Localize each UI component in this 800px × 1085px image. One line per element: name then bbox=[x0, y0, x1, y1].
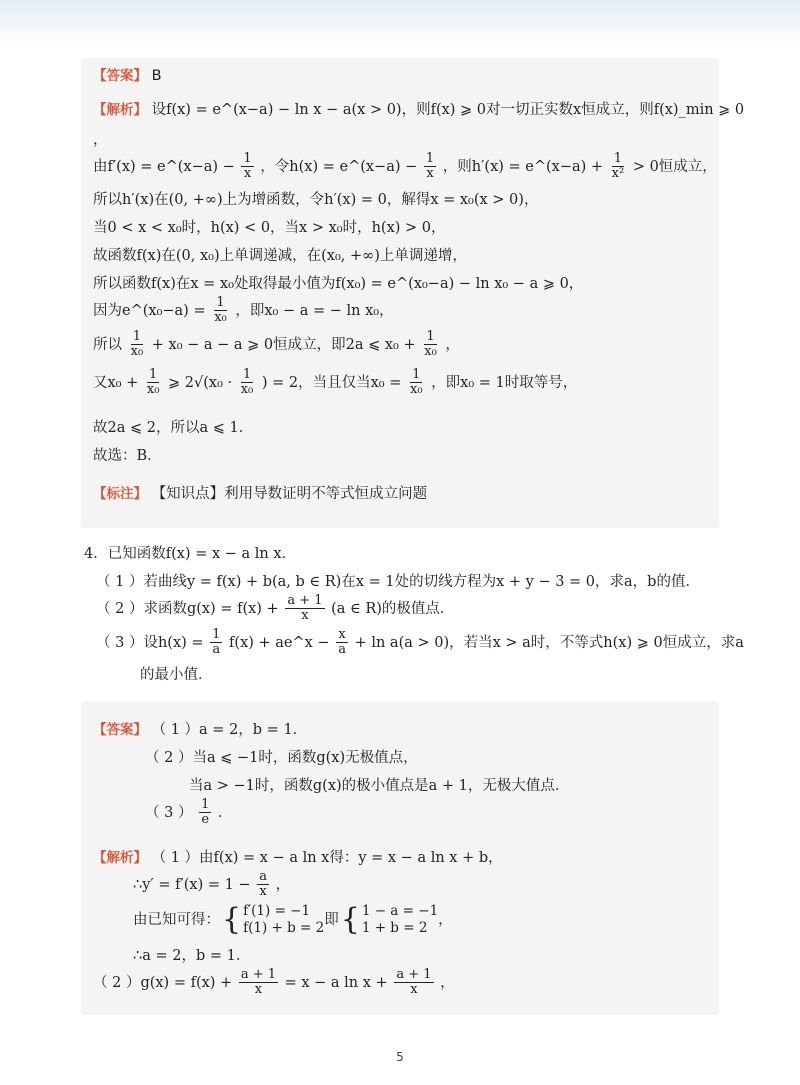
fraction bbox=[257, 870, 269, 900]
analysis-line-7 bbox=[93, 296, 394, 326]
analysis-text: 又x₀ + bbox=[93, 374, 139, 391]
answer-text: ． bbox=[217, 804, 233, 821]
fraction-denominator: x₀ bbox=[240, 382, 254, 398]
question-4-part-2 bbox=[96, 594, 454, 624]
equation-system-2 bbox=[362, 903, 438, 937]
fraction-denominator: x bbox=[426, 166, 434, 182]
fraction-numerator: 1 bbox=[148, 367, 158, 382]
page-number: 5 bbox=[396, 1050, 404, 1064]
analysis-tag: 【解析】 bbox=[93, 102, 147, 118]
fraction-denominator: x₀ bbox=[409, 382, 423, 398]
analysis-line-10 bbox=[93, 420, 253, 437]
fraction bbox=[336, 628, 348, 658]
analysis-text: 所以函数f(x)在x = x₀处取得最小值为f(x₀) = e^(x₀−a) − ln x₀ − a ⩾ 0， bbox=[93, 276, 584, 292]
analysis-text: ) = 2，当且仅当x₀ = bbox=[261, 374, 402, 391]
analysis-text: ，即x₀ − a = − ln x₀， bbox=[235, 302, 394, 319]
fraction bbox=[408, 368, 425, 398]
analysis-text: 设f(x) = e^(x−a) − ln x − a(x > 0)，则f(x) ⩾ 0对一切正实数x恒成立，则f(x)_min ⩾ 0 bbox=[151, 102, 745, 118]
fraction-denominator: x bbox=[301, 608, 309, 624]
question-text: （ 3 ）设h(x) = bbox=[96, 634, 204, 651]
fraction-numerator: a + 1 bbox=[240, 967, 276, 982]
fraction bbox=[285, 594, 324, 624]
fraction bbox=[239, 368, 256, 398]
fraction bbox=[394, 968, 433, 998]
analysis-text: ， bbox=[93, 132, 108, 148]
answer-text: （ 2 ）当a ⩽ −1时，函数g(x)无极值点， bbox=[145, 750, 418, 766]
analysis-text: ，则h′(x) = e^(x−a) + bbox=[442, 158, 604, 175]
fraction-denominator: x² bbox=[611, 166, 625, 182]
analysis-text: 由已知可得： bbox=[133, 911, 220, 928]
analysis-text: + x₀ − a − a ⩾ 0恒成立，即2a ⩽ x₀ + bbox=[151, 336, 416, 353]
fraction-denominator: e bbox=[201, 812, 210, 828]
fraction bbox=[239, 968, 278, 998]
fraction-denominator: x bbox=[243, 166, 252, 182]
fraction-numerator: 1 bbox=[201, 797, 210, 812]
analysis-line-4 bbox=[93, 220, 446, 237]
analysis-line-1 bbox=[93, 102, 744, 119]
answer-row-2 bbox=[145, 750, 418, 767]
fraction-numerator: x bbox=[338, 627, 346, 642]
note-tag: 【标注】 bbox=[93, 486, 147, 502]
fraction-numerator: 1 bbox=[412, 367, 421, 382]
fraction-numerator: 1 bbox=[243, 151, 252, 166]
question-text: (a ∈ R)的极值点． bbox=[331, 600, 455, 617]
analysis-text: （ 1 ）由f(x) = x − a ln x得：y = x − a ln x + b， bbox=[151, 850, 503, 866]
solution-box-4 bbox=[81, 701, 719, 1015]
fraction-denominator: x bbox=[410, 982, 418, 998]
fraction bbox=[610, 152, 627, 182]
analysis-row-3 bbox=[133, 903, 453, 937]
left-brace: { bbox=[340, 901, 360, 937]
fraction-denominator: a bbox=[212, 642, 221, 658]
analysis-line-3 bbox=[93, 192, 538, 209]
analysis-text: （ 2 ）g(x) = f(x) + bbox=[93, 974, 233, 991]
analysis-text: 故2a ⩽ 2，所以a ⩽ 1． bbox=[93, 420, 254, 436]
answer-row-1 bbox=[93, 722, 307, 739]
equation: 1 + b = 2 bbox=[361, 919, 428, 936]
question-4-part-3 bbox=[96, 628, 744, 658]
fraction bbox=[145, 368, 162, 398]
fraction-denominator: a bbox=[338, 642, 346, 658]
answer-text: （ 3 ） bbox=[145, 804, 193, 821]
fraction-denominator: x₀ bbox=[130, 344, 144, 360]
fraction bbox=[210, 628, 222, 658]
analysis-text: ， bbox=[445, 336, 460, 353]
analysis-text: ， bbox=[275, 876, 291, 893]
analysis-text: ∴a = 2，b = 1． bbox=[133, 948, 251, 964]
question-text: （ 1 ）若曲线y = f(x) + b(a, b ∈ R)在x = 1处的切线方程为x + y − 3 = 0，求a，b的值． bbox=[96, 574, 700, 590]
answer-text: 当a > −1时，函数g(x)的极小值点是a + 1，无极大值点． bbox=[189, 778, 570, 794]
fraction bbox=[424, 152, 436, 182]
analysis-line-2 bbox=[93, 152, 717, 182]
fraction-denominator: x bbox=[254, 982, 263, 998]
analysis-text: 当0 < x < x₀时，h(x) < 0，当x > x₀时，h(x) > 0， bbox=[93, 220, 446, 236]
note-row bbox=[93, 486, 427, 503]
fraction-numerator: 1 bbox=[212, 627, 221, 642]
fraction bbox=[199, 798, 211, 828]
question-text: f(x) + ae^x − bbox=[229, 634, 330, 651]
fraction-denominator: x₀ bbox=[214, 310, 227, 326]
question-text: （ 2 ）求函数g(x) = f(x) + bbox=[96, 600, 279, 617]
analysis-text: ⩾ 2√(x₀ · bbox=[168, 374, 233, 391]
equation: f′(1) = −1 bbox=[243, 903, 311, 919]
analysis-text: 由f′(x) = e^(x−a) − bbox=[93, 158, 235, 175]
fraction-numerator: 1 bbox=[613, 151, 623, 166]
fraction-numerator: a + 1 bbox=[287, 593, 323, 608]
question-4-part-3-cont bbox=[140, 667, 213, 684]
question-4-stem bbox=[84, 546, 296, 563]
analysis-row-2 bbox=[133, 870, 290, 900]
analysis-text: 所以 bbox=[93, 336, 122, 353]
analysis-line-1b bbox=[93, 132, 108, 149]
fraction-numerator: 1 bbox=[216, 295, 225, 310]
analysis-line-8 bbox=[93, 330, 460, 360]
fraction-numerator: a bbox=[259, 869, 267, 884]
fraction-denominator: x₀ bbox=[424, 344, 437, 360]
analysis-text: > 0恒成立， bbox=[632, 158, 717, 175]
analysis-line-6 bbox=[93, 276, 583, 293]
analysis-text: 故函数f(x)在(0, x₀)上单调递减，在(x₀, +∞)上单调递增， bbox=[93, 248, 467, 264]
header-band bbox=[0, 0, 800, 45]
fraction bbox=[422, 330, 439, 360]
analysis-row-1 bbox=[93, 850, 503, 867]
fraction bbox=[241, 152, 253, 182]
answer-text: （ 1 ）a = 2，b = 1． bbox=[151, 722, 308, 738]
solution-box-3 bbox=[81, 58, 745, 528]
equation-system-1 bbox=[243, 903, 324, 937]
fraction-numerator: 1 bbox=[426, 329, 435, 344]
question-text: + ln a(a > 0)，若当x > a时，不等式h(x) ⩾ 0恒成立，求a bbox=[354, 634, 744, 651]
analysis-text: = x − a ln x + bbox=[284, 974, 388, 991]
analysis-text: ， bbox=[438, 911, 453, 928]
equation: 1 − a = −1 bbox=[361, 903, 439, 919]
analysis-text: ，令h(x) = e^(x−a) − bbox=[260, 158, 418, 175]
question-text: 4．已知函数f(x) = x − a ln x． bbox=[84, 546, 297, 562]
fraction bbox=[212, 296, 229, 326]
answer-row-3 bbox=[145, 798, 232, 828]
fraction-numerator: 1 bbox=[132, 329, 142, 344]
analysis-text: ∴y′ = f′(x) = 1 − bbox=[133, 876, 251, 893]
fraction-denominator: x₀ bbox=[146, 382, 160, 398]
equation: f(1) + b = 2 bbox=[243, 919, 325, 936]
question-text: 的最小值． bbox=[140, 667, 213, 683]
fraction-numerator: 1 bbox=[242, 367, 252, 382]
analysis-line-9 bbox=[93, 368, 577, 398]
question-4-part-1 bbox=[96, 574, 700, 591]
analysis-text: 即 bbox=[324, 911, 339, 928]
analysis-line-11 bbox=[93, 448, 162, 465]
answer-row-2b bbox=[189, 778, 569, 795]
note-text: 【知识点】利用导数证明不等式恒成立问题 bbox=[151, 486, 428, 502]
answer-value: B bbox=[151, 68, 162, 84]
answer-tag: 【答案】 bbox=[93, 722, 147, 738]
analysis-line-5 bbox=[93, 248, 467, 265]
analysis-text: 所以h′(x)在(0, +∞)上为增函数，令h′(x) = 0，解得x = x₀(x > 0)， bbox=[93, 192, 539, 208]
fraction-denominator: x bbox=[259, 884, 267, 900]
fraction bbox=[129, 330, 146, 360]
analysis-row-4 bbox=[133, 948, 250, 965]
answer-tag: 【答案】 bbox=[93, 68, 147, 84]
fraction-numerator: 1 bbox=[425, 151, 435, 166]
answer-row bbox=[93, 68, 162, 85]
analysis-text: 因为e^(x₀−a) = bbox=[93, 302, 206, 319]
left-brace: { bbox=[222, 901, 242, 937]
analysis-text: 故选：B． bbox=[93, 448, 162, 464]
analysis-text: ，即x₀ = 1时取等号， bbox=[431, 374, 578, 391]
fraction-numerator: a + 1 bbox=[396, 967, 432, 982]
analysis-row-5 bbox=[93, 968, 455, 998]
analysis-tag: 【解析】 bbox=[93, 850, 147, 866]
analysis-text: ， bbox=[440, 974, 455, 991]
